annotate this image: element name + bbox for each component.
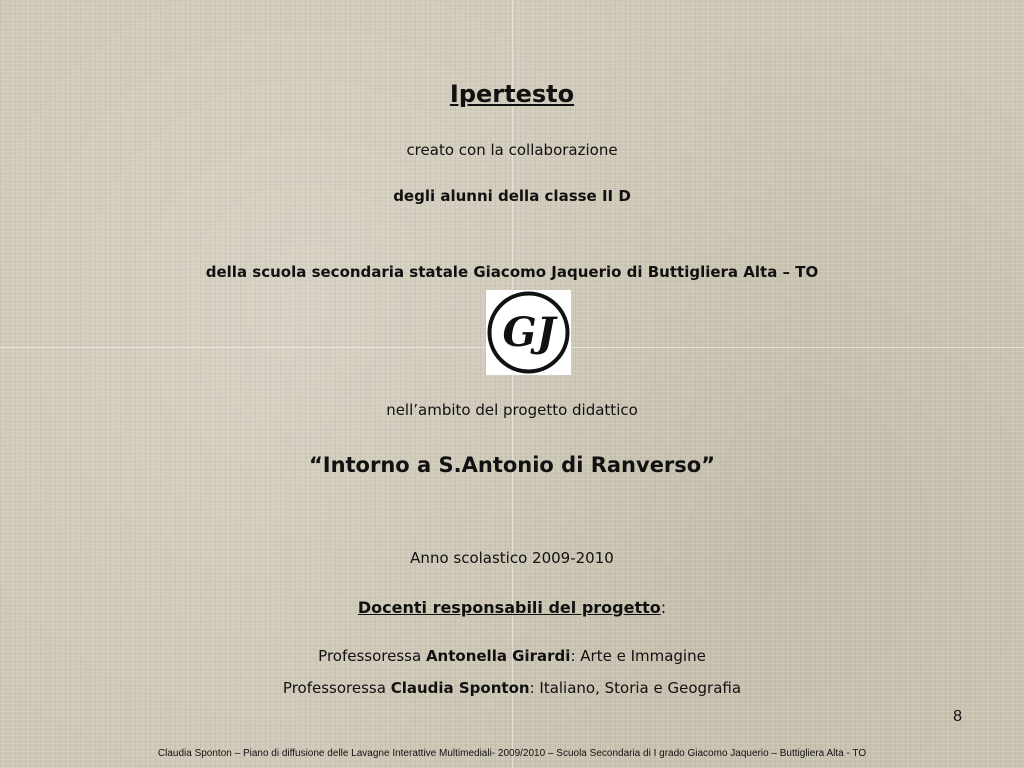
teachers-heading-text: Docenti responsabili del progetto <box>357 598 661 617</box>
teachers-heading <box>0 598 1024 617</box>
teacher-separator: : <box>529 679 540 697</box>
teacher-subject: Italiano, Storia e Geografia <box>539 679 742 697</box>
school-name: della scuola secondaria statale Giacomo Jaquerio di Buttigliera Alta – TO <box>205 263 819 281</box>
teacher-prefix: Professoressa <box>282 679 391 697</box>
teacher-prefix: Professoressa <box>318 647 426 665</box>
teacher-subject: Arte e Immagine <box>580 647 706 665</box>
school-monogram-logo-icon <box>486 290 571 375</box>
school-monogram-logo <box>486 290 571 375</box>
teacher-name: Claudia Sponton <box>390 679 530 697</box>
subtitle-class: degli alunni della classe II D <box>393 187 631 205</box>
subtitle-collaboration: creato con la collaborazione <box>406 141 618 159</box>
teacher-separator: : <box>570 647 581 665</box>
teacher-line <box>0 647 1024 665</box>
project-intro: nell’ambito del progetto didattico <box>386 401 638 419</box>
slide-title: Ipertesto <box>449 80 575 108</box>
teachers-heading-colon: : <box>660 598 667 617</box>
teacher-name: Antonella Girardi <box>425 647 571 665</box>
teacher-line <box>0 679 1024 697</box>
school-year: Anno scolastico 2009-2010 <box>410 549 614 567</box>
page-number: 8 <box>953 708 962 725</box>
project-title: “Intorno a S.Antonio di Ranverso” <box>308 453 716 477</box>
footer: Claudia Sponton – Piano di diffusione delle Lavagne Interattive Multimediali- 2009/2010 – Scuola Secondaria di I grado Giacomo Jaquerio – Buttigliera Alta - TO <box>157 748 867 759</box>
svg-text:GJ: GJ <box>502 309 556 356</box>
